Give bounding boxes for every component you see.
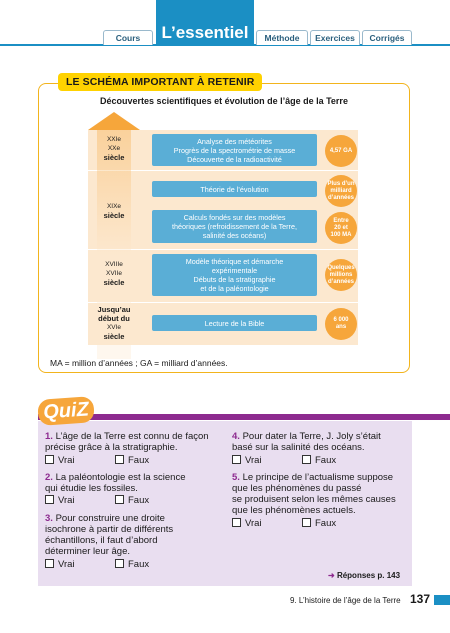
question-2: 2. La paléontologie est la science qui étudie les fossiles. bbox=[45, 472, 186, 494]
question-4: 4. Pour dater la Terre, J. Joly s’était basé sur la salinité des océans. bbox=[232, 431, 381, 453]
q5-true[interactable]: Vrai bbox=[232, 518, 262, 529]
q4-true[interactable]: Vrai bbox=[232, 455, 262, 466]
age-badge-millions: Quelques millions d’années bbox=[325, 259, 357, 291]
age-badge-20-100-ma: Entre 20 et 100 MA bbox=[325, 212, 357, 244]
checkbox[interactable] bbox=[302, 455, 311, 464]
q2-false[interactable]: Faux bbox=[115, 495, 149, 506]
question-5: 5. Le principe de l’actualisme suppose que les phénomènes du passé se produisent selon les mêmes causes que les phénomènes actuels. bbox=[232, 472, 396, 516]
era-18-17: XVIIIe XVIIe siècle bbox=[103, 261, 125, 287]
tab-essentiel[interactable]: L’essentiel bbox=[156, 0, 254, 46]
q2-true[interactable]: Vrai bbox=[45, 495, 75, 506]
checkbox[interactable] bbox=[45, 455, 54, 464]
quiz-bar bbox=[38, 414, 450, 420]
q5-false[interactable]: Faux bbox=[302, 518, 336, 529]
discovery-stratigraphy: Modèle théorique et démarche expérimentale Débuts de la stratigraphie et de la paléontologie bbox=[152, 254, 317, 296]
tab-exercices[interactable]: Exercices bbox=[310, 30, 360, 45]
discovery-radioactivity: Analyse des météorites Progrès de la spectrométrie de masse Découverte de la radioactivité bbox=[152, 134, 317, 166]
diagram-title: Découvertes scientifiques et évolution de l’âge de la Terre bbox=[100, 96, 348, 106]
checkbox[interactable] bbox=[45, 495, 54, 504]
question-1: 1. L’âge de la Terre est connu de façon précise grâce à la stratigraphie. bbox=[45, 431, 209, 453]
checkbox[interactable] bbox=[45, 559, 54, 568]
chapter-title: 9. L’histoire de l’âge de la Terre bbox=[290, 596, 401, 605]
age-badge-6000: 6 000 ans bbox=[325, 308, 357, 340]
q4-false[interactable]: Faux bbox=[302, 455, 336, 466]
time-arrow-head-icon bbox=[88, 112, 140, 130]
arrow-right-icon: ➜ bbox=[328, 571, 335, 580]
checkbox[interactable] bbox=[115, 455, 124, 464]
footer-accent bbox=[434, 595, 450, 605]
tab-methode[interactable]: Méthode bbox=[256, 30, 308, 45]
checkbox[interactable] bbox=[115, 559, 124, 568]
schema-legend: MA = million d’années ; GA = milliard d’années. bbox=[50, 358, 228, 368]
age-badge-billion: Plus d’un milliard d’années bbox=[325, 175, 357, 207]
discovery-evolution: Théorie de l’évolution bbox=[152, 181, 317, 197]
q1-false[interactable]: Faux bbox=[115, 455, 149, 466]
q3-false[interactable]: Faux bbox=[115, 559, 149, 570]
checkbox[interactable] bbox=[115, 495, 124, 504]
tab-cours[interactable]: Cours bbox=[103, 30, 153, 45]
era-21-20: XXIe XXe siècle bbox=[103, 136, 125, 162]
q1-true[interactable]: Vrai bbox=[45, 455, 75, 466]
era-19: XIXe siècle bbox=[103, 203, 125, 220]
schema-heading: LE SCHÉMA IMPORTANT À RETENIR bbox=[58, 73, 262, 91]
q3-true[interactable]: Vrai bbox=[45, 559, 75, 570]
quiz-logo: QuiZ bbox=[37, 396, 95, 426]
page-number: 137 bbox=[410, 592, 431, 606]
answers-link[interactable]: ➜ Réponses p. 143 bbox=[328, 571, 401, 580]
checkbox[interactable] bbox=[302, 518, 311, 527]
era-16: Jusqu’au début du XVIe siècle bbox=[97, 305, 131, 341]
checkbox[interactable] bbox=[232, 518, 241, 527]
tab-corriges[interactable]: Corrigés bbox=[362, 30, 412, 45]
question-3: 3. Pour construire une droite isochrone à partir de différents échantillons, il faut d’abord déterminer leur âge. bbox=[45, 513, 174, 557]
discovery-bible: Lecture de la Bible bbox=[152, 315, 317, 331]
checkbox[interactable] bbox=[232, 455, 241, 464]
age-badge-4-57-ga: 4,57 GA bbox=[325, 135, 357, 167]
discovery-models: Calculs fondés sur des modèles théoriques (refroidissement de la Terre, salinité des océans) bbox=[152, 210, 317, 243]
